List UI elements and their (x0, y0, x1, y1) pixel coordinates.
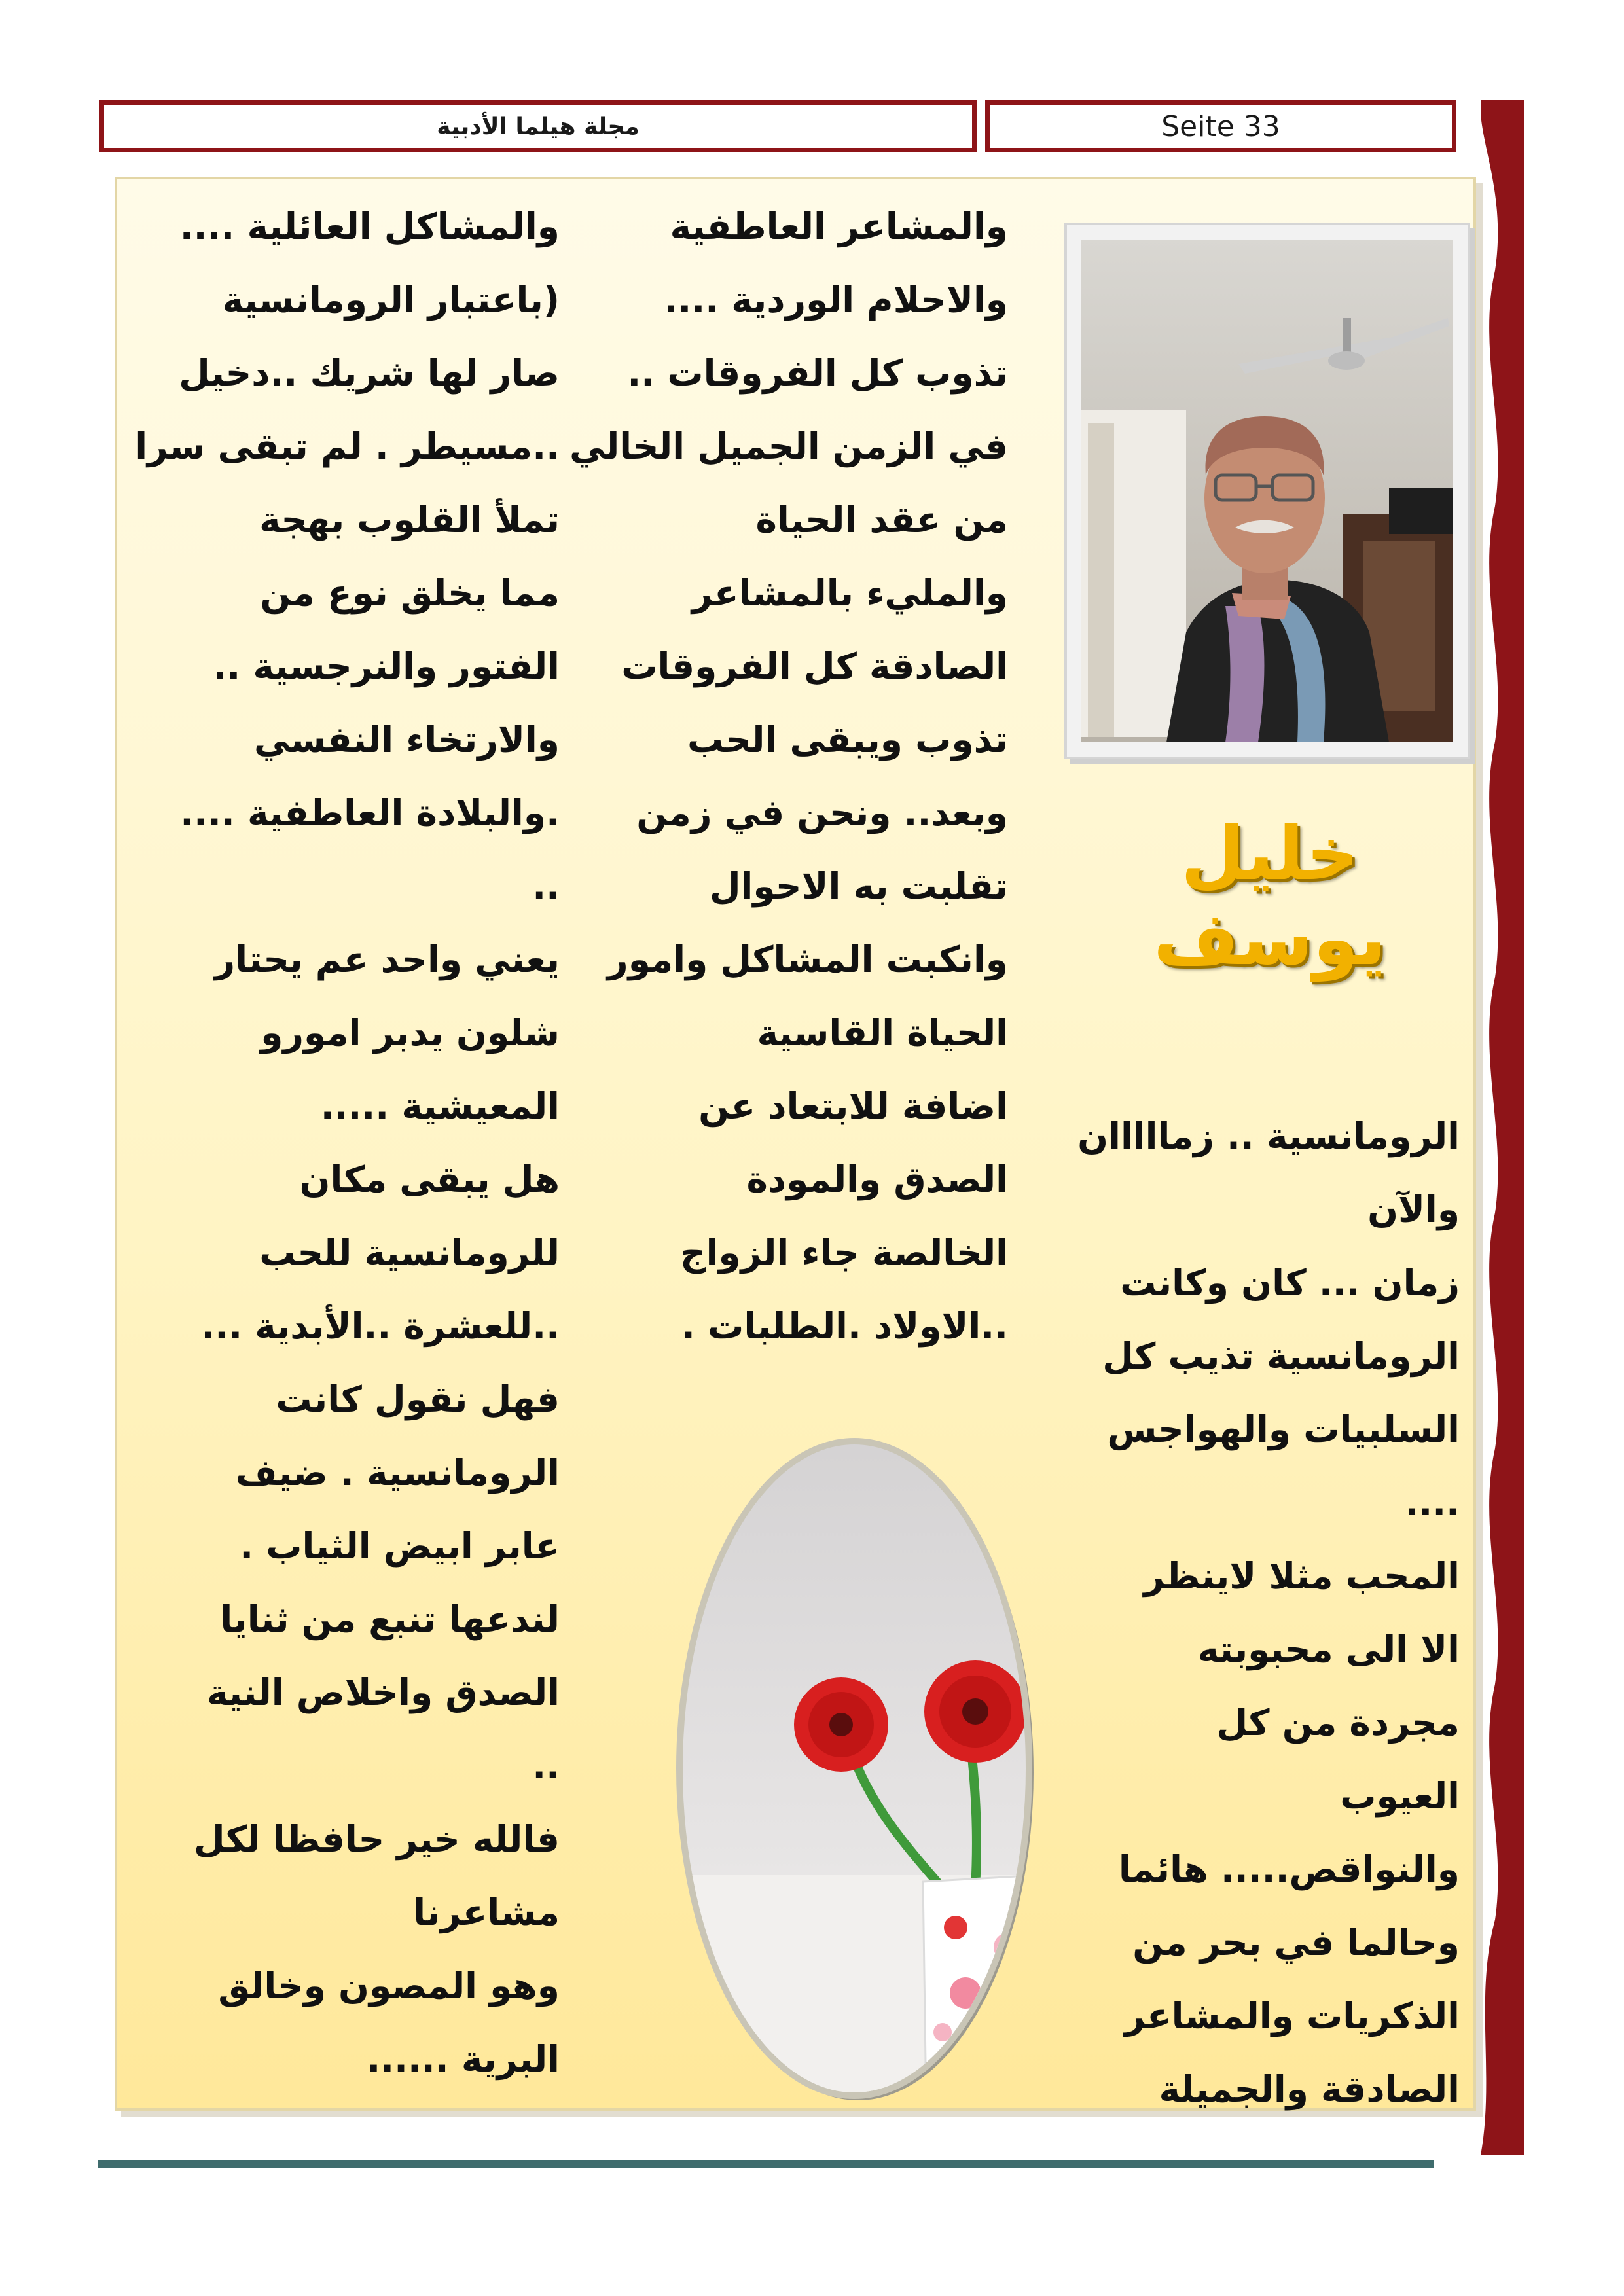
text-line: تقلبت به الاحوال (709, 865, 1008, 907)
text-line: اضافة للابتعاد عن (698, 1085, 1008, 1127)
magazine-title: مجلة هيلما الأدبية (99, 100, 977, 152)
text-line: زمان ... كان وكانت (1120, 1262, 1460, 1304)
text-line: الرومانسية .. زمااااان (1077, 1115, 1460, 1157)
text-line: (باعتبار الرومانسية (222, 279, 560, 321)
text-line: الصدق والمودة (746, 1158, 1008, 1200)
text-line: يعني واحد عم يحتار (214, 939, 560, 980)
text-line: وبعد.. ونحن في زمن (636, 792, 1008, 834)
text-line: الرومانسية تذيب كل (1102, 1335, 1460, 1377)
text-line: صار لها شريك ..دخيل (179, 352, 560, 394)
text-line: .والبلادة العاطفية .... (180, 792, 560, 834)
text-line: ..الاولاد .الطلبات . (681, 1305, 1008, 1347)
text-line: السلبيات والهواجس (1107, 1408, 1460, 1450)
text-line: .. (532, 1745, 560, 1787)
article-column-left (134, 190, 560, 2096)
text-line: الرومانسية . ضيف (235, 1452, 560, 1494)
text-line: .. (532, 865, 560, 907)
text-line: والارتخاء النفسي (253, 719, 560, 761)
text-line: فالله خير حافظا لكل (193, 1818, 560, 1860)
text-line: مما يخلق نوع من (260, 572, 560, 614)
decorative-side-bar (1481, 100, 1524, 2155)
text-line: ..مسيطر . لم تبقى سرا (135, 425, 560, 467)
text-line: الفتور والنرجسية .. (213, 645, 560, 687)
text-line: .... (1405, 1482, 1460, 1524)
text-line: وانكبت المشاكل وامور (607, 939, 1008, 980)
text-line: تملأ القلوب بهجة (259, 499, 560, 541)
text-line: شلون يدبر امورو (261, 1012, 560, 1054)
text-line: والمشاعر العاطفية (670, 206, 1008, 247)
text-line: الذكريات والمشاعر (1124, 1995, 1460, 2037)
author-photo-frame (1064, 223, 1470, 759)
text-line: عابر ابيض الثياب . (240, 1525, 560, 1567)
bottom-divider (98, 2160, 1434, 2168)
text-line: وهو المصون وخالق (218, 1965, 560, 2007)
author-photo (1081, 240, 1453, 742)
text-line: للرومانسية للحب (259, 1232, 560, 1274)
text-line: المحب مثلا لاينظر (1144, 1555, 1460, 1597)
text-line: الصادقة كل الفروقات (621, 645, 1008, 687)
text-line: المعيشية ..... (320, 1085, 560, 1127)
text-line: والنواقص..... هائما (1118, 1848, 1460, 1890)
flower-vase-image (668, 1430, 1041, 2108)
text-line: والمليء بالمشاعر (691, 572, 1008, 614)
author-name: خليل يوسف (1153, 812, 1386, 982)
text-line: وحالما في بحر من (1132, 1922, 1460, 1964)
text-line: الصادقة والجميلة (1159, 2068, 1460, 2110)
text-line: والمشاكل العائلية .... (179, 206, 560, 247)
text-line: العيوب (1340, 1775, 1460, 1817)
text-line: تذوب ويبقى الحب (687, 719, 1008, 761)
text-line: البرية ...... (367, 2038, 560, 2080)
text-line: من عقد الحياة (755, 499, 1008, 541)
article-column-right (1054, 1100, 1460, 2126)
page-number-label: Seite 33 (985, 100, 1456, 152)
text-line: والآن (1367, 1189, 1460, 1230)
text-line: مجردة من كل (1216, 1702, 1460, 1744)
text-line: الخالصة جاء الزواج (679, 1232, 1008, 1274)
text-line: الا الى محبوبته (1197, 1628, 1460, 1670)
text-line: في الزمن الجميل الخالي (569, 425, 1008, 467)
text-line: لندعها تنبع من ثنايا (220, 1598, 560, 1640)
text-line: فهل نقول كانت (276, 1378, 560, 1420)
text-line: الحياة القاسية (757, 1012, 1008, 1054)
article-column-middle (569, 190, 1008, 1363)
text-line: الصدق واخلاص النية (206, 1672, 560, 1713)
text-line: ..للعشرة ..الأبدية ... (201, 1305, 560, 1347)
text-line: مشاعرنا (413, 1892, 560, 1933)
text-line: والاحلام الوردية .... (664, 279, 1008, 321)
text-line: تذوب كل الفروقات .. (627, 352, 1008, 394)
text-line: هل يبقى مكان (299, 1158, 560, 1200)
